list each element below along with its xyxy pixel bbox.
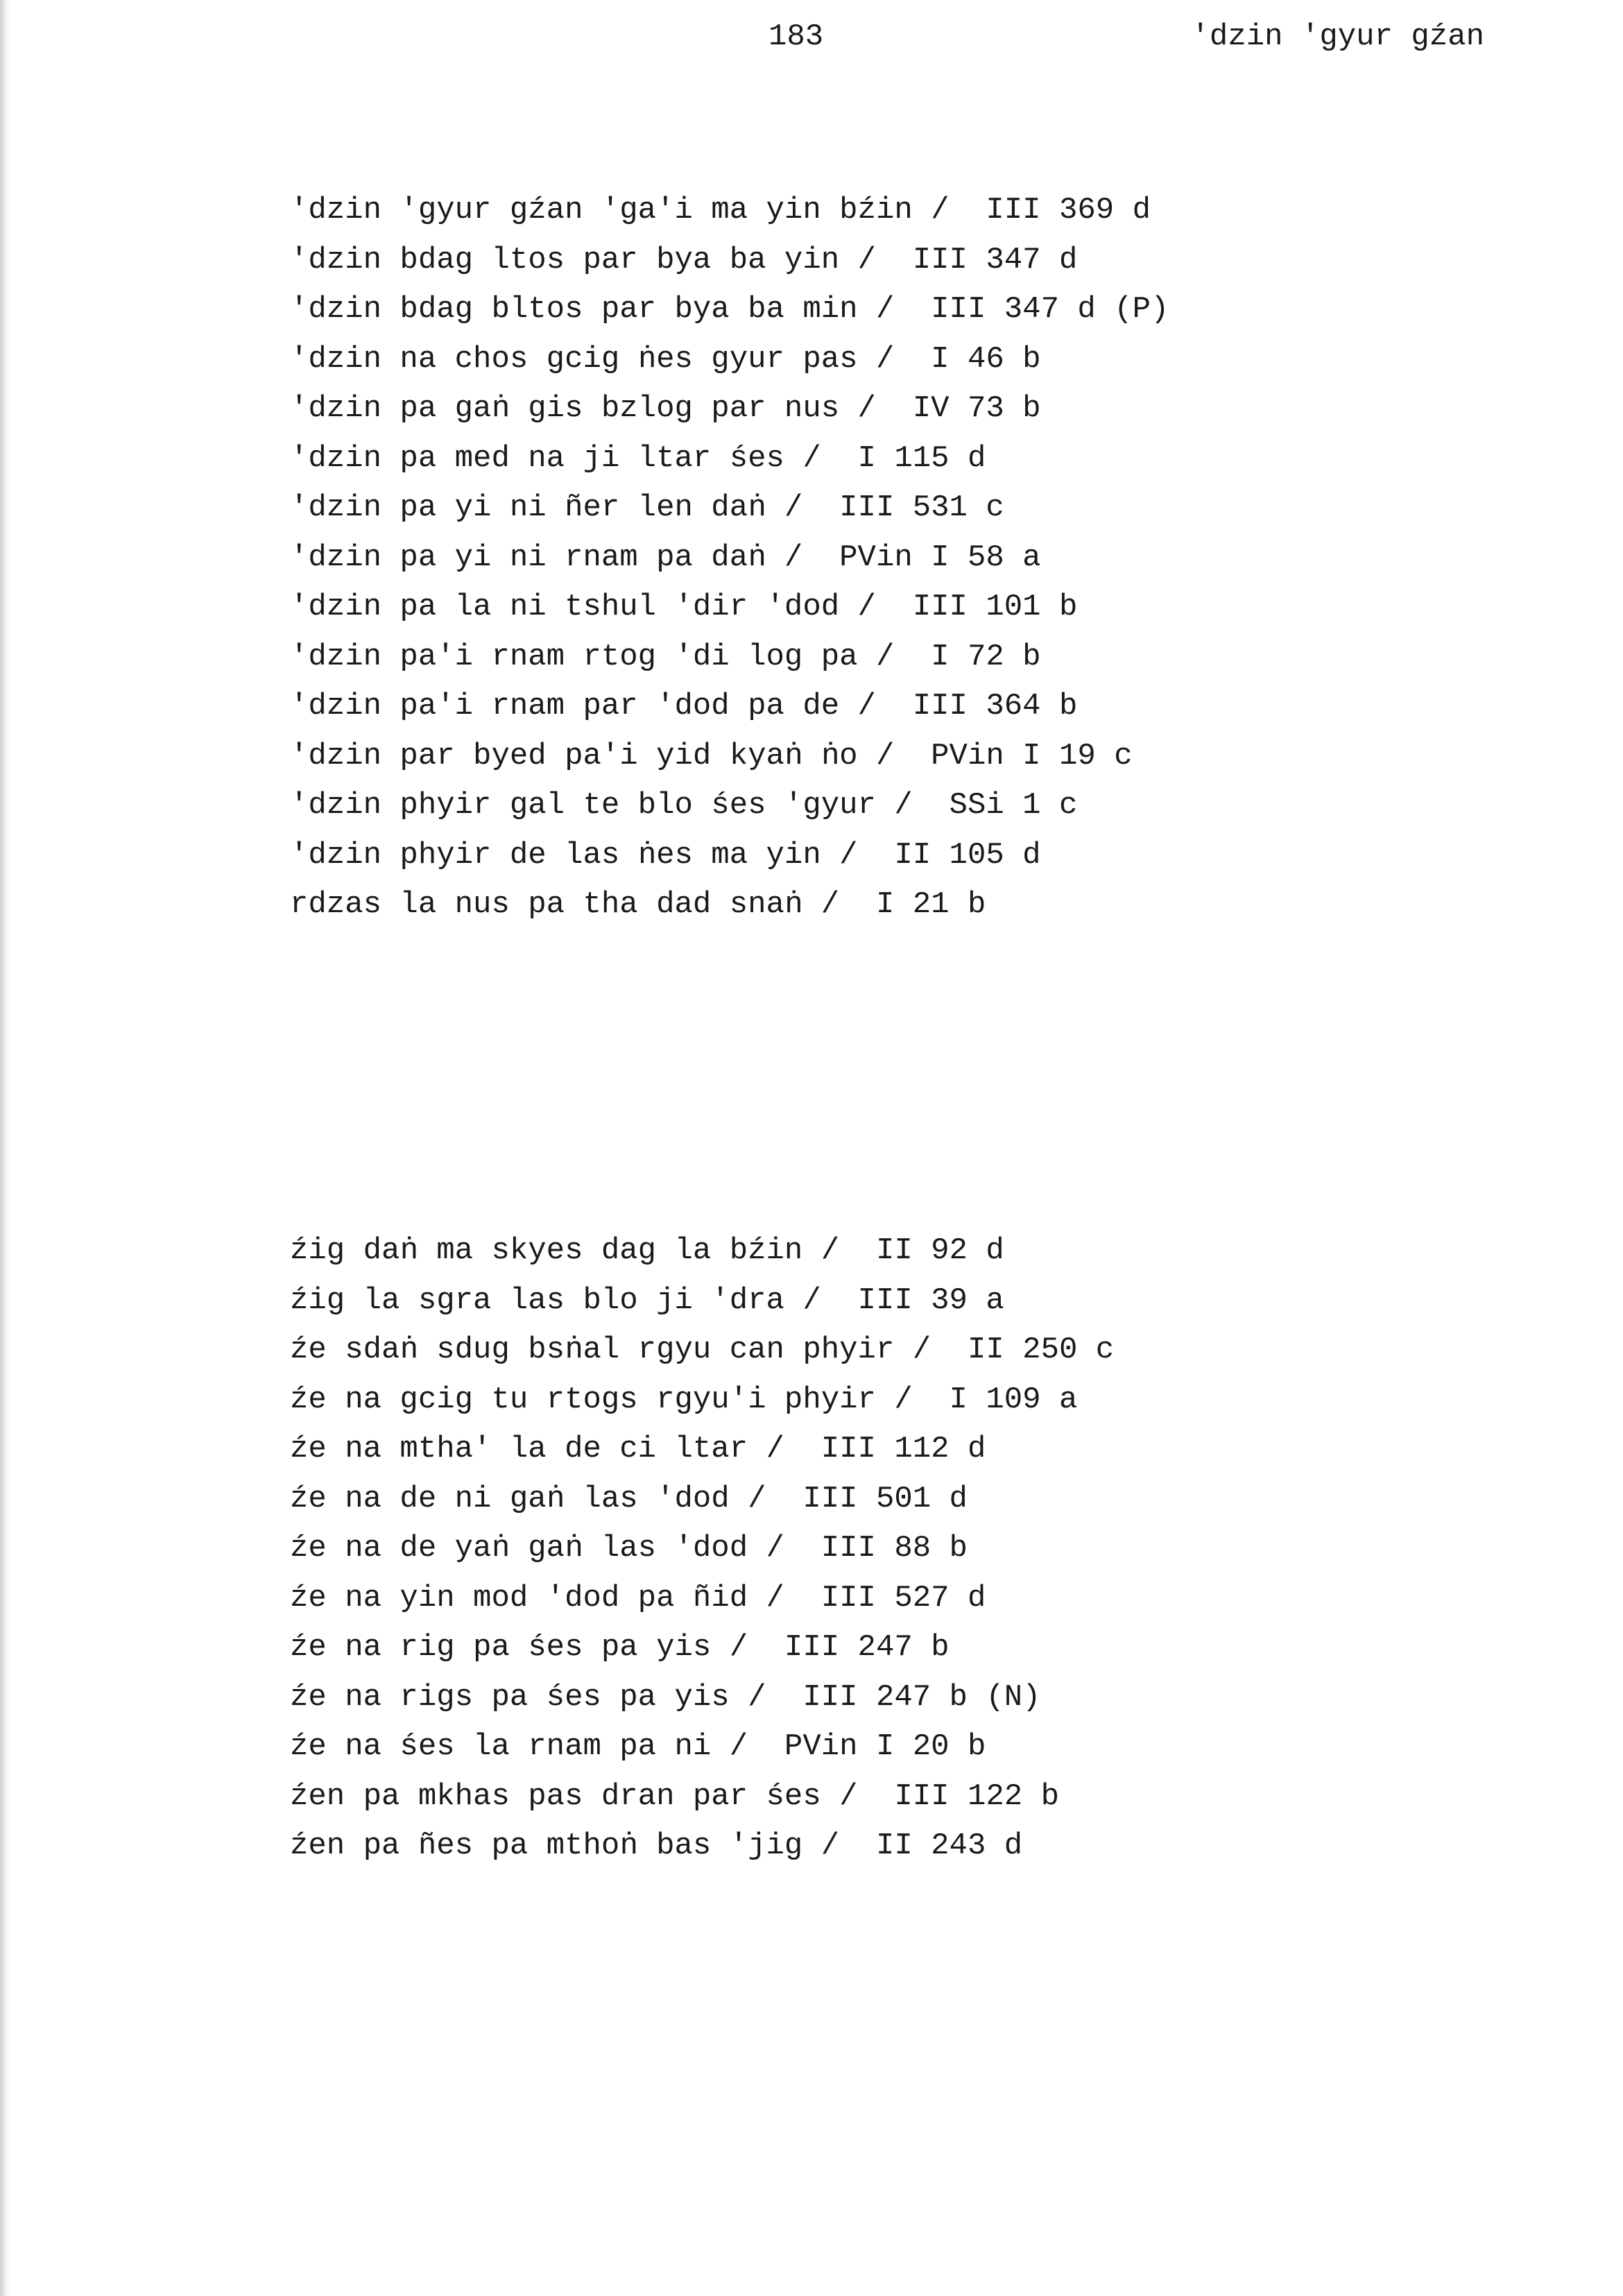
list-item: źe na mtha' la de ci ltar / III 112 d [290, 1432, 986, 1466]
entry-list-2 [290, 1226, 1114, 1871]
list-item: źe na gcig tu rtogs rgyu'i phyir / I 109 a [290, 1382, 1078, 1417]
page-header [0, 19, 1623, 68]
list-item: 'dzin pa yi ni ñer len daṅ / III 531 c [290, 490, 1004, 525]
list-item: 'dzin pa yi ni rnam pa daṅ / PVin I 58 a [290, 540, 1041, 575]
scan-edge [0, 0, 10, 2296]
list-item: 'dzin pa la ni tshul 'dir 'dod / III 101 b [290, 590, 1078, 624]
list-item: źe na rig pa śes pa yis / III 247 b [290, 1630, 950, 1665]
list-item: 'dzin bdag ltos par bya ba yin / III 347 d [290, 242, 1078, 277]
list-item: 'dzin phyir gal te blo śes 'gyur / SSi 1 c [290, 788, 1078, 823]
list-item: źe sdaṅ sdug bsṅal rgyu can phyir / II 250 c [290, 1333, 1115, 1367]
list-item: źe na rigs pa śes pa yis / III 247 b (N) [290, 1679, 1041, 1715]
entry-list-1 [290, 186, 1169, 930]
list-item: 'dzin phyir de las ṅes ma yin / II 105 d [290, 837, 1041, 873]
list-item: 'dzin par byed pa'i yid kyaṅ ṅo / PVin I 19 c [290, 738, 1133, 773]
list-item: źe na yin mod 'dod pa ñid / III 527 d [290, 1580, 986, 1616]
list-item: 'dzin na chos gcig ṅes gyur pas / I 46 b [290, 341, 1041, 377]
list-item: 'dzin pa gaṅ gis bzlog par nus / IV 73 b [290, 391, 1041, 426]
running-head: 'dzin 'gyur gźan [1191, 19, 1484, 54]
list-item: 'dzin pa'i rnam par 'dod pa de / III 364 b [290, 689, 1078, 723]
list-item: 'dzin pa'i rnam rtog 'di log pa / I 72 b [290, 639, 1041, 674]
list-item: źen pa mkhas pas dran par śes / III 122 b [290, 1779, 1059, 1814]
list-item: źen pa ñes pa mthoṅ bas 'jig / II 243 d [290, 1828, 1023, 1863]
page-number: 183 [768, 19, 824, 54]
list-item: rdzas la nus pa tha dad snaṅ / I 21 b [290, 887, 986, 922]
list-item: źe na de yaṅ gaṅ las 'dod / III 88 b [290, 1531, 968, 1566]
list-item: źe na de ni gaṅ las 'dod / III 501 d [290, 1481, 968, 1516]
list-item: źe na śes la rnam pa ni / PVin I 20 b [290, 1729, 986, 1764]
list-item: 'dzin pa med na ji ltar śes / I 115 d [290, 440, 986, 476]
list-item: 'dzin bdag bltos par bya ba min / III 347 d (P) [290, 292, 1169, 327]
list-item: 'dzin 'gyur gźan 'ga'i ma yin bźin / III 369 d [290, 193, 1151, 228]
list-item: źig daṅ ma skyes dag la bźin / II 92 d [290, 1233, 1004, 1268]
list-item: źig la sgra las blo ji 'dra / III 39 a [290, 1283, 1004, 1318]
